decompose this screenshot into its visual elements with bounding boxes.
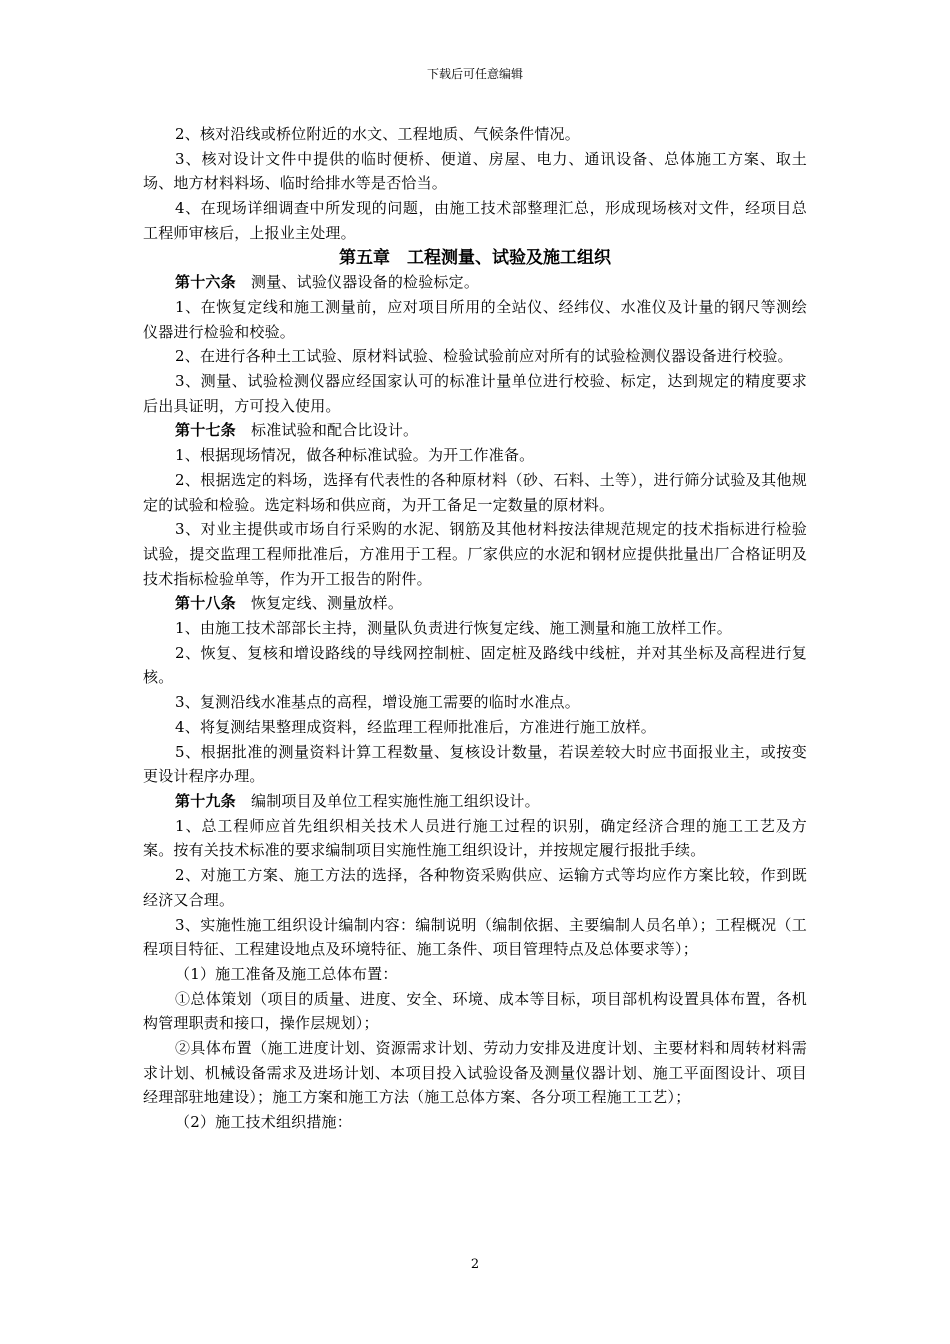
paragraph: 1、由施工技术部部长主持，测量队负责进行恢复定线、施工测量和施工放样工作。 — [175, 619, 732, 638]
document-body — [143, 122, 807, 1135]
paragraph: 3、对业主提供或市场自行采购的水泥、钢筋及其他材料按法律规范规定的技术指标进行检验试验，提交监理工程师批准后，方准用于工程。厂家供应的水泥和钢材应提供批量出厂合格证明及技术指标检验单等，作为开工报告的附件。 — [143, 520, 807, 588]
paragraph: 3、核对设计文件中提供的临时便桥、便道、房屋、电力、通讯设备、总体施工方案、取土场、地方材料料场、临时给排水等是否恰当。 — [143, 149, 807, 193]
article-text: 恢复定线、测量放样。 — [235, 594, 404, 613]
page-number: 2 — [470, 1257, 480, 1272]
paragraph: 1、根据现场情况，做各种标准试验。为开工作准备。 — [175, 446, 535, 465]
paragraph: （1）施工准备及施工总体布置： — [175, 964, 398, 983]
article-text: 标准试验和配合比设计。 — [235, 421, 419, 440]
paragraph: （2）施工技术组织措施： — [175, 1113, 352, 1132]
article-17 — [143, 418, 807, 443]
paragraph: 4、在现场详细调查中所发现的问题，由施工技术部整理汇总，形成现场核对文件，经项目总工程师审核后，上报业主处理。 — [143, 199, 807, 242]
paragraph: 5、根据批准的测量资料计算工程数量、复核设计数量，若误差较大时应书面报业主，或按变更设计程序办理。 — [143, 742, 807, 786]
paragraph: ①总体策划（项目的质量、进度、安全、环境、成本等目标，项目部机构设置具体布置，各机构管理职责和接口，操作层规划）； — [143, 989, 807, 1033]
paragraph: 2、对施工方案、施工方法的选择，各种物资采购供应、运输方式等均应作方案比较，作到既经济又合理。 — [143, 866, 807, 909]
article-text: 编制项目及单位工程实施性施工组织设计。 — [235, 791, 540, 810]
paragraph: 2、根据选定的料场，选择有代表性的各种原材料（砂、石料、土等），进行筛分试验及其他规定的试验和检验。选定料场和供应商，为开工备足一定数量的原材料。 — [143, 470, 807, 514]
paragraph: ②具体布置（施工进度计划、资源需求计划、劳动力安排及进度计划、主要材料和周转材料需求计划、机械设备需求及进场计划、本项目投入试验设备及测量仪器计划、施工平面图设计、项目经理部驻地建设）；施工方案和施工方法（施工总体方案、各分项工程施工工艺）； — [143, 1039, 807, 1107]
article-19 — [143, 789, 807, 814]
paragraph: 1、总工程师应首先组织相关技术人员进行施工过程的识别，确定经济合理的施工工艺及方案。按有关技术标准的要求编制项目实施性施工组织设计，并按规定履行报批手续。 — [143, 816, 807, 860]
article-title: 第十七条 — [175, 421, 236, 440]
article-18 — [143, 591, 807, 616]
paragraph: 1、在恢复定线和施工测量前，应对项目所用的全站仪、经纬仪、水准仪及计量的钢尺等测绘仪器进行检验和校验。 — [143, 297, 807, 341]
paragraph: 3、复测沿线水准基点的高程，增设施工需要的临时水准点。 — [175, 693, 580, 712]
paragraph: 4、将复测结果整理成资料，经监理工程师批准后，方准进行施工放样。 — [175, 717, 656, 736]
page-header: 下载后可任意编辑 — [426, 67, 523, 81]
article-title: 第十八条 — [175, 594, 236, 613]
paragraph: 3、实施性施工组织设计编制内容：编制说明（编制依据、主要编制人员名单）；工程概况（工程项目特征、工程建设地点及环境特征、施工条件、项目管理特点及总体要求等）； — [143, 915, 807, 959]
paragraph: 3、测量、试验检测仪器应经国家认可的标准计量单位进行校验、标定，达到规定的精度要求后出具证明，方可投入使用。 — [143, 372, 807, 415]
paragraph: 2、在进行各种土工试验、原材料试验、检验试验前应对所有的试验检测仪器设备进行校验。 — [175, 347, 793, 366]
article-title: 第十九条 — [175, 791, 236, 810]
chapter-heading: 第五章 工程测量、试验及施工组织 — [339, 247, 611, 268]
paragraph: 2、核对沿线或桥位附近的水文、工程地质、气候条件情况。 — [175, 125, 580, 143]
article-16 — [143, 270, 807, 295]
article-text: 测量、试验仪器设备的检验标定。 — [235, 273, 480, 292]
paragraph: 2、恢复、复核和增设路线的导线网控制桩、固定桩及路线中线桩，并对其坐标及高程进行复核。 — [143, 643, 807, 687]
article-title: 第十六条 — [175, 273, 236, 292]
